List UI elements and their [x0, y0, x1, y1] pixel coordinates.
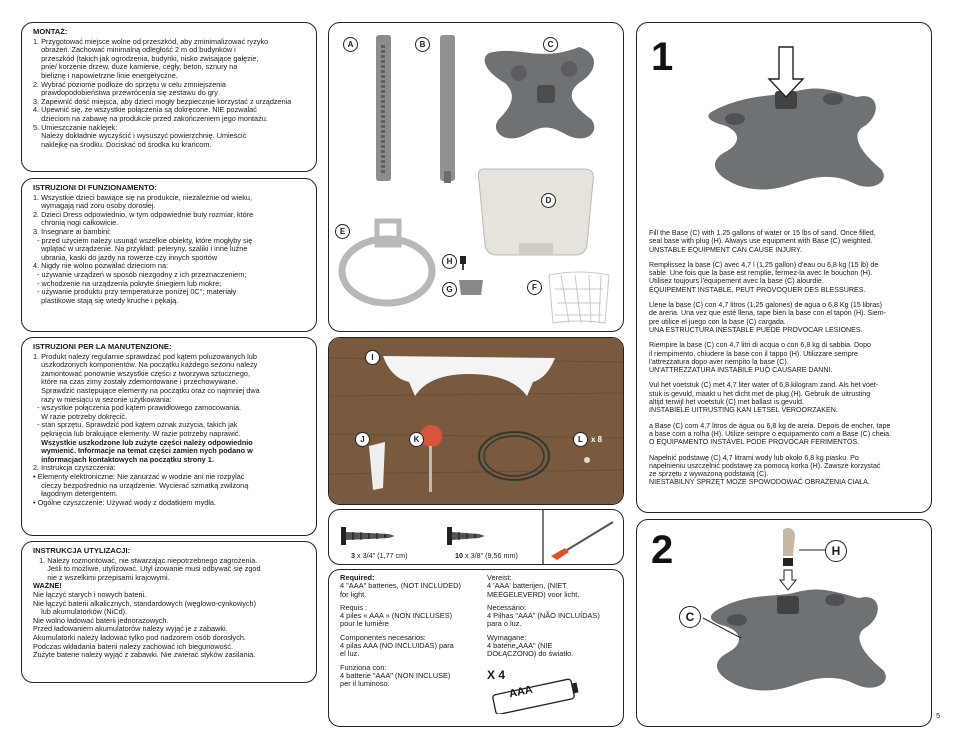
text-line: Zużyte baterie należy wyjąć z zabawki. Nie zwierać styków zasilania. [33, 650, 256, 660]
screws-panel [328, 509, 624, 565]
battery-requirement-text: 4 "AAA" batteries, (NOT INCLUDED) for light. [340, 581, 461, 599]
battery-requirement [340, 604, 480, 629]
part-label-h: H [442, 254, 457, 269]
instruction-paragraph: a Base (C) com 4,7 litros de água ou 6,8 kg de areia. Depois de encher, tape a base com a rolha (H). Utilize sempre o equipamento com a Base (C) cheia. O EQUIPAMENTO INSTÁVEL PODE PROVOCAR FERIMENTOS. [649, 421, 892, 447]
text-line: Nie łączyć baterii alkalicznych, standardowych (węglowo-cynkowych) [33, 598, 257, 608]
part-label-j: J [355, 432, 370, 447]
hand-shape [783, 528, 795, 556]
text-line: chronią nogi całkowicie. [33, 218, 119, 228]
step-1-text [649, 229, 927, 494]
text-line: 2. Wybrać poziome podłoże do sprzętu w celu zmniejszenia [33, 79, 226, 89]
battery-requirement [340, 634, 480, 659]
step-2-arrow-icon [780, 570, 796, 590]
part-label-f: F [527, 280, 542, 295]
text-line: razy w miesiącu w sezonie użytkowania: [33, 394, 172, 404]
text-line: - przed użyciem należy usunąć wszelkie obiekty, które mogłyby się [33, 235, 253, 245]
text-line: 1. Przygotować miejsce wolne od przeszkód, aby zminimalizować ryzyko [33, 36, 269, 46]
step-2-number: 2 [651, 528, 674, 572]
screw-b-label: 10 x 3/8" (9,56 mm) [455, 551, 518, 560]
disposal-section [21, 541, 317, 683]
text-line: 4. Nigdy nie wolno pozwalać dzieciom na: [33, 261, 169, 271]
battery-requirement [340, 574, 480, 599]
screw-a-head [341, 527, 346, 545]
text-line: - używanie produktu przy temperaturze poniżej 0C°; materiały [33, 287, 237, 297]
text-line: 2. Instrukcja czyszczenia: [33, 463, 116, 473]
text-line: Przed ładowaniem akumulatorów należy wyjąć je z zabawki. [33, 624, 228, 634]
battery-requirement-text: Componentes necesarios: 4 pilas AAA (NO INCLUIDAS) para el luz. [340, 632, 454, 659]
text-line: 4. Upewnić się, że wszystkie połączenia są dokręcone. NIE pozwalać [33, 105, 257, 115]
text-line: wymagają nad zoru osoby dorosłej. [33, 201, 156, 211]
battery-requirements-col1 [340, 574, 480, 694]
screwdriver-shaft [567, 522, 613, 550]
battery-requirement [340, 664, 480, 689]
part-label-a: A [343, 37, 358, 52]
step-2-callout-c: C [679, 606, 701, 628]
text-line: - wchodzenie na urządzenia pokryte śniegiem lub mokre; [33, 278, 222, 288]
text-line: Podczas wkładania baterii należy zachować ich biegunowość. [33, 641, 233, 651]
text-line: Należy dokładnie wyczyścić i wysuszyć powierzchnię. Umieścić [33, 131, 247, 141]
instruction-paragraph: Vul het voetstuk (C) met 4,7 liter water of 6,8 kilogram zand. Als het voet- stuk is gevuld, maakt u het dicht met de plug (H). Gebruik de uitrusting altijd terwijl het voetstuk (C) met ballast is gevuld. INSTABIELE UITRUSTING KAN LETSEL VEROORZAKEN. [649, 381, 879, 415]
text-line: 1. Wszystkie dzieci bawiące się na produkcie, niezależnie od wieku, [33, 192, 253, 202]
battery-requirements-col2 [487, 574, 619, 664]
screw-b-head [447, 527, 452, 545]
net-f-shape [549, 272, 609, 323]
text-line: 5. Umieszczanie naklejek: [33, 122, 118, 132]
text-line: pęknięcia lub brakujące elementy. W razie potrzeby naprawić. [33, 428, 241, 438]
text-line: • Ogólne czyszczenie: Używać wody z dodatkiem mydła. [33, 497, 217, 507]
text-line: 3. Insegnare ai bambini: [33, 226, 111, 236]
part-label-b: B [415, 37, 430, 52]
battery-requirement-text: Requis : 4 piles « AAA » (NON INCLUSES) pour le lumière [340, 602, 453, 629]
operating-instructions-title: ISTRUZIONI DI FUNZIONAMENTO: [33, 183, 157, 192]
rim-e-shape [342, 239, 432, 303]
text-line: Wszystkie uszkodzone lub zużyte części należy odpowiednio [33, 437, 253, 447]
operating-instructions-list [33, 194, 308, 306]
battery-icon [487, 674, 587, 714]
text-line: obrażeń. Zachować minimalną odległość 2 m od budynków i [33, 45, 236, 55]
text-line: Sprawdzić następujące elementy na początku oraz co najmniej dwa [33, 385, 260, 395]
plug-h-shape [460, 256, 466, 264]
instruction-paragraph: Remplissez la base (C) avec 4,7 l (1,25 gallon) d'eau ou 6,8 kg (15 lb) de sable. Une fois que la base est remplie, fermez-la avec le bouchon (H). Utilisez toujours l'équipement avec la base (C) alourdie. ÉQUIPEMENT INSTABLE. PEUT PROVOQUER DES BLESSURES. [649, 260, 879, 294]
text-line: wymienić. Informacje na temat części zamien nych podano w [33, 446, 253, 456]
text-line: - wszystkie połączenia pod kątem prawidłowego zamocowania. [33, 403, 242, 413]
hardware-panel [328, 337, 624, 505]
maintenance-title: ISTRUZIONI PER LA MANUTENZIONE: [33, 342, 172, 351]
text-line: W razie potrzeby dokręcić. [33, 411, 128, 421]
text-line: Nie łączyć starych i nowych baterii. [33, 589, 147, 599]
text-line: Nie wolno ładować baterii jednorazowych. [33, 615, 169, 625]
step-1-number: 1 [651, 35, 674, 79]
text-line: • Elementy elektroniczne: Nie zanurzać w wodzie ani nie rozpylać [33, 471, 245, 481]
step-2-callout-h: H [825, 540, 847, 562]
parts-overview-panel [328, 22, 624, 332]
backboard-d-shape [479, 169, 594, 255]
parts-illustration [329, 23, 624, 332]
text-line: lub akumulatorków (NiCd). [33, 607, 128, 617]
text-line: Akumulatorki należy ładować tylko pod nadzorem osób dorosłych. [33, 632, 246, 642]
text-line: dzieciom na zabawę na produkcie przed zakończeniem jego montażu. [33, 113, 268, 123]
text-line: cieczy bezpośrednio na urządzenie. Wycierać szmatką zwilżoną [33, 480, 249, 490]
battery-icon-label: AAA [508, 683, 534, 701]
instruction-paragraph: Riempire la base (C) con 4,7 litri di acqua o con 6,8 kg di sabbia. Dopo il riempimento, chiudere la base con il tappo (H). Utilizzare sempre l'attrezzatura dopo aver riempito la base (C). UN'ATTREZZATURA INSTABILE PUÒ CAUSARE DANNI. [649, 341, 871, 375]
step-1-panel [636, 22, 932, 513]
text-line: zamontować ponownie wszystkie części z tworzywa sztucznego, [33, 368, 250, 378]
battery-quantity: X 4 [487, 668, 506, 682]
step-1-arrow-icon [769, 47, 803, 97]
cap-g-shape [459, 280, 483, 295]
disposal-title: INSTRUKCJA UTYLIZACJI: [33, 546, 131, 555]
battery-requirement-text: Necessário: 4 Pilhas "AAA" (NÃO INCLUÍDAS) para o luz. [487, 602, 600, 629]
text-line: przeszkód (takich jak ogrodzenia, budynki, nisko zwisające gałęzie, [33, 53, 259, 63]
text-line: plastikowe stają się wtedy kruche i pękają. [33, 295, 179, 305]
part-label-l: L [573, 432, 588, 447]
battery-requirement-text: Funziona con: 4 batterie "AAA" (NON INCLUSE) per il luminoso. [340, 662, 451, 689]
batteries-panel [328, 569, 624, 727]
text-line: które na czas zimy zostały zdemontowane i przechowywane. [33, 377, 238, 387]
text-line: 2. Dzieci Dress odpowiednio, w tym odpowiednie buty rozmiar, które [33, 209, 254, 219]
battery-requirement-text: Wymagane: 4 baterie„AAA" (NIE DOŁĄCZONO) do światło. [487, 632, 574, 659]
text-line: 3. Zapewnić dość miejsca, aby dzieci mogły bezpiecznie korzystać z urządzenia [33, 96, 292, 106]
instruction-paragraph: Napełnić podstawę (C) 4,7 litrami wody lub około 6,8 kg piasku. Po napełnieniu uszczelnić podstawę za pomocą korka (H). Zawsze korzystać ze sprzętu z wyważoną podstawą (C). NIESTABILNY SPRZĘT MOŻE SPOWODOWAĆ OBRAŻENIA CIAŁA. [649, 453, 881, 487]
text-line: WAŻNE! [33, 581, 62, 591]
part-label-g: G [442, 282, 457, 297]
text-line: - stan sprzętu. Sprawdzić pod kątem oznak zużycia, takich jak [33, 420, 238, 430]
part-label-i: I [365, 350, 380, 365]
part-label-e: E [335, 224, 350, 239]
text-line: uszkodzonych komponentów. Na początku każdego sezonu należy [33, 360, 258, 370]
part-label-d: D [541, 193, 556, 208]
part-label-c: C [543, 37, 558, 52]
maintenance-section [21, 337, 317, 536]
step-1-illustration [637, 23, 932, 223]
assembly-section [21, 22, 317, 172]
step-2-plug-icon [783, 558, 793, 566]
text-line: bieliznę i napowietrzne linie energetyczne. [33, 70, 178, 80]
text-line: - używanie urządzeń w sposób niezgodny z ich przeznaczeniem; [33, 269, 247, 279]
part-l-quantity: x 8 [591, 435, 603, 444]
text-line: Jeśli to możliwe, utylizować. Utyl izowanie musi odbywać się zgod [33, 564, 261, 574]
text-line: pnie/ korzenie drzew, duże kamienie, cegły, beton, sznury na [33, 62, 238, 72]
assembly-title: MONTAŻ: [33, 27, 68, 36]
text-line: prawdopodobieństwa przewrócenia się zestawu do gry [33, 88, 218, 98]
screwdriver-handle [551, 548, 569, 560]
maintenance-list [33, 353, 308, 508]
pole-b-shape [440, 35, 455, 181]
battery-requirement-label: Required: [340, 573, 375, 582]
text-line: łagodnym detergentem. [33, 489, 118, 499]
text-line: 1. Należy rozmontować, nie stwarzając niepotrzebnego zagrożenia. [33, 555, 258, 565]
battery-requirement-text: Vereist: 4 'AAA' batterijen, (NIET MEEGELEVERD) voor licht. [487, 573, 580, 599]
disposal-list [33, 557, 308, 660]
text-line: nie z wszelkimi przepisami krajowymi. [33, 572, 170, 582]
instruction-paragraph: Fill the Base (C) with 1.25 gallons of water or 15 lbs of sand. Once filled, seal base with plug (H). Always use equipment with Base (C) weighted. UNSTABLE EQUIPMENT CAN CAUSE INJURY. [649, 229, 876, 254]
screw-l-shape [584, 457, 590, 463]
text-line: wplątać w urządzenie. Na przykład: peleryny, szaliki i inne luźne [33, 244, 248, 254]
text-line: naklejkę na środku. Dociskać od środka ku krańcom. [33, 139, 212, 149]
assembly-list [33, 38, 308, 150]
page-number: 5 [936, 713, 940, 720]
step-2-panel [636, 519, 932, 727]
screw-a-label: 3 x 3/4" (1,77 cm) [351, 551, 408, 560]
operating-instructions-section [21, 178, 317, 332]
text-line: 1. Produkt należy regularnie sprawdzać pod kątem poluzowanych lub [33, 351, 257, 361]
text-line: ubrania, kaski do jazdy na rowerze czy innych sportów [33, 252, 218, 262]
instruction-paragraph: Llene la base (C) con 4,7 litros (1,25 galones) de agua o 6,8 Kg (15 libras) de arena. Una vez que esté llena, tape bien la base con el tapón (H). Siem- pre utilice el juego con la base (C) cargada. UNA ESTRUCTURA INESTABLE PUEDE PROVOCAR LESIONES. [649, 301, 886, 334]
text-line: informacjach kontaktowych na początku strony 1. [33, 454, 214, 464]
part-label-k: K [409, 432, 424, 447]
